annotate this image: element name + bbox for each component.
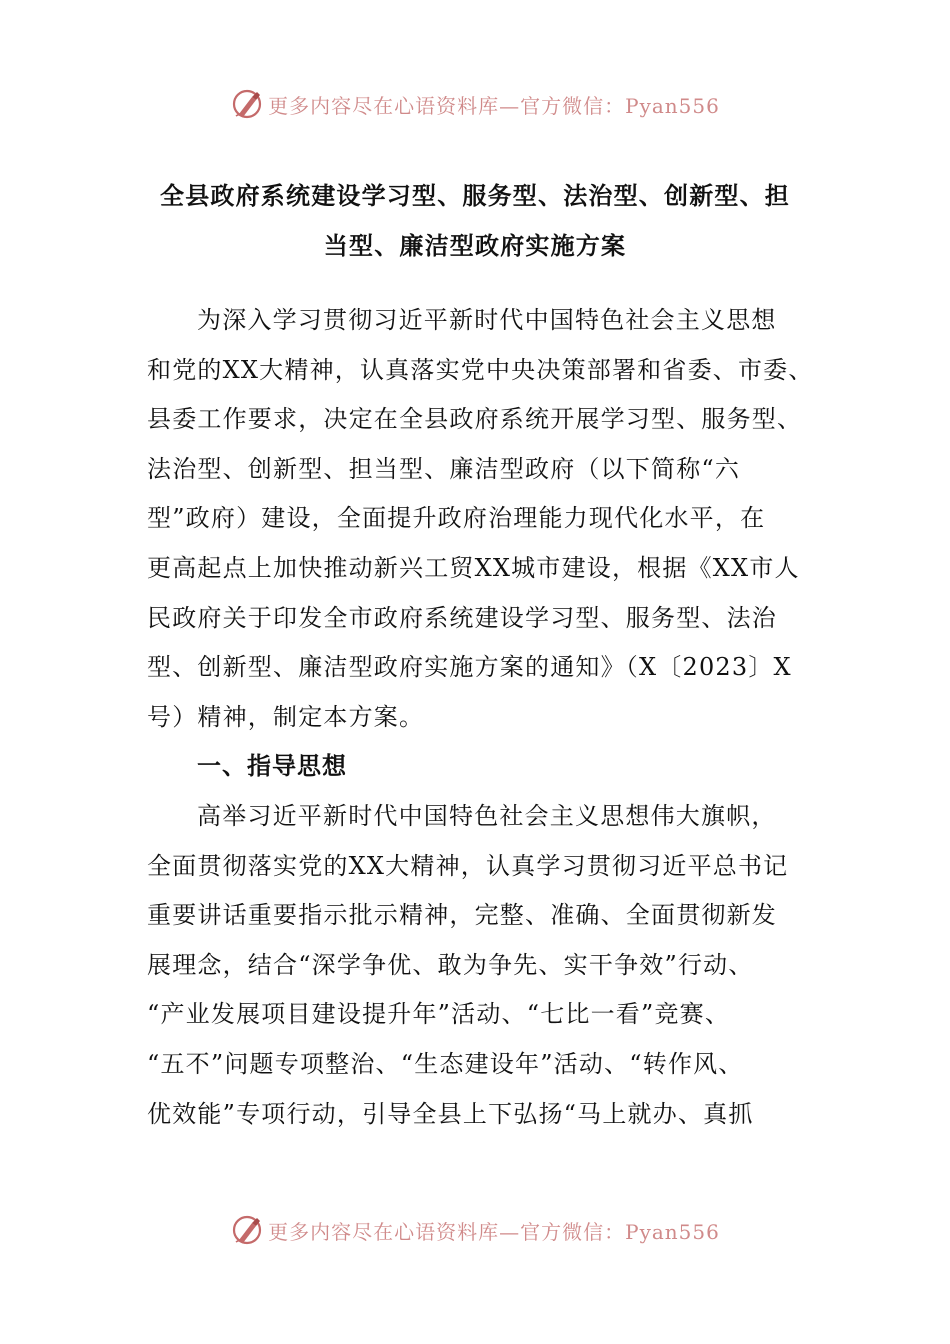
paragraph-line: 型”政府）建设，全面提升政府治理能力现代化水平，在 — [147, 504, 766, 533]
header-watermark — [0, 80, 950, 128]
pen-nib-icon — [230, 1213, 264, 1247]
paragraph-line: 全面贯彻落实党的XX大精神，认真学习贯彻习近平总书记 — [147, 851, 789, 880]
paragraph-line: 优效能”专项行动，引导全县上下弘扬“马上就办、真抓 — [147, 1099, 754, 1128]
paragraph-line: 县委工作要求，决定在全县政府系统开展学习型、服务型、 — [147, 405, 803, 434]
paragraph-line: 高举习近平新时代中国特色社会主义思想伟大旗帜， — [197, 801, 777, 830]
paragraph-line: 重要讲话重要指示批示精神，完整、准确、全面贯彻新发 — [147, 901, 777, 930]
document-title — [140, 172, 810, 271]
paragraph-line: “五不”问题专项整治、“生态建设年”活动、“转作风、 — [147, 1049, 744, 1078]
paragraph-line: 展理念，结合“深学争优、敢为争先、实干争效”行动、 — [147, 950, 754, 979]
paragraph-line: 法治型、创新型、担当型、廉洁型政府（以下简称“六 — [147, 454, 741, 483]
watermark-text: 更多内容尽在心语资料库—官方微信：Pyan556 — [268, 93, 720, 118]
footer-watermark — [0, 1206, 950, 1254]
title-line: 全县政府系统建设学习型、服务型、法治型、创新型、担 — [160, 182, 790, 210]
title-line: 当型、廉洁型政府实施方案 — [323, 231, 627, 260]
paragraph-line: 型、创新型、廉洁型政府实施方案的通知》（X〔2023〕X — [147, 653, 792, 682]
paragraph-line: 和党的XX大精神，认真落实党中央决策部署和省委、市委、 — [147, 355, 814, 384]
paragraph-line: 号）精神，制定本方案。 — [147, 702, 425, 731]
watermark-text: 更多内容尽在心语资料库—官方微信：Pyan556 — [268, 1219, 720, 1244]
paragraph-line: 民政府关于印发全市政府系统建设学习型、服务型、法治 — [147, 603, 777, 632]
section-heading: 一、指导思想 — [197, 752, 347, 781]
paragraph-line: 为深入学习贯彻习近平新时代中国特色社会主义思想 — [197, 306, 777, 334]
paragraph-line: 更高起点上加快推动新兴工贸XX城市建设，根据《XX市人 — [147, 553, 800, 582]
paragraph-line: “产业发展项目建设提升年”活动、“七比一看”竞赛、 — [147, 1000, 731, 1029]
document-body — [147, 296, 817, 1139]
pen-nib-icon — [230, 87, 264, 121]
